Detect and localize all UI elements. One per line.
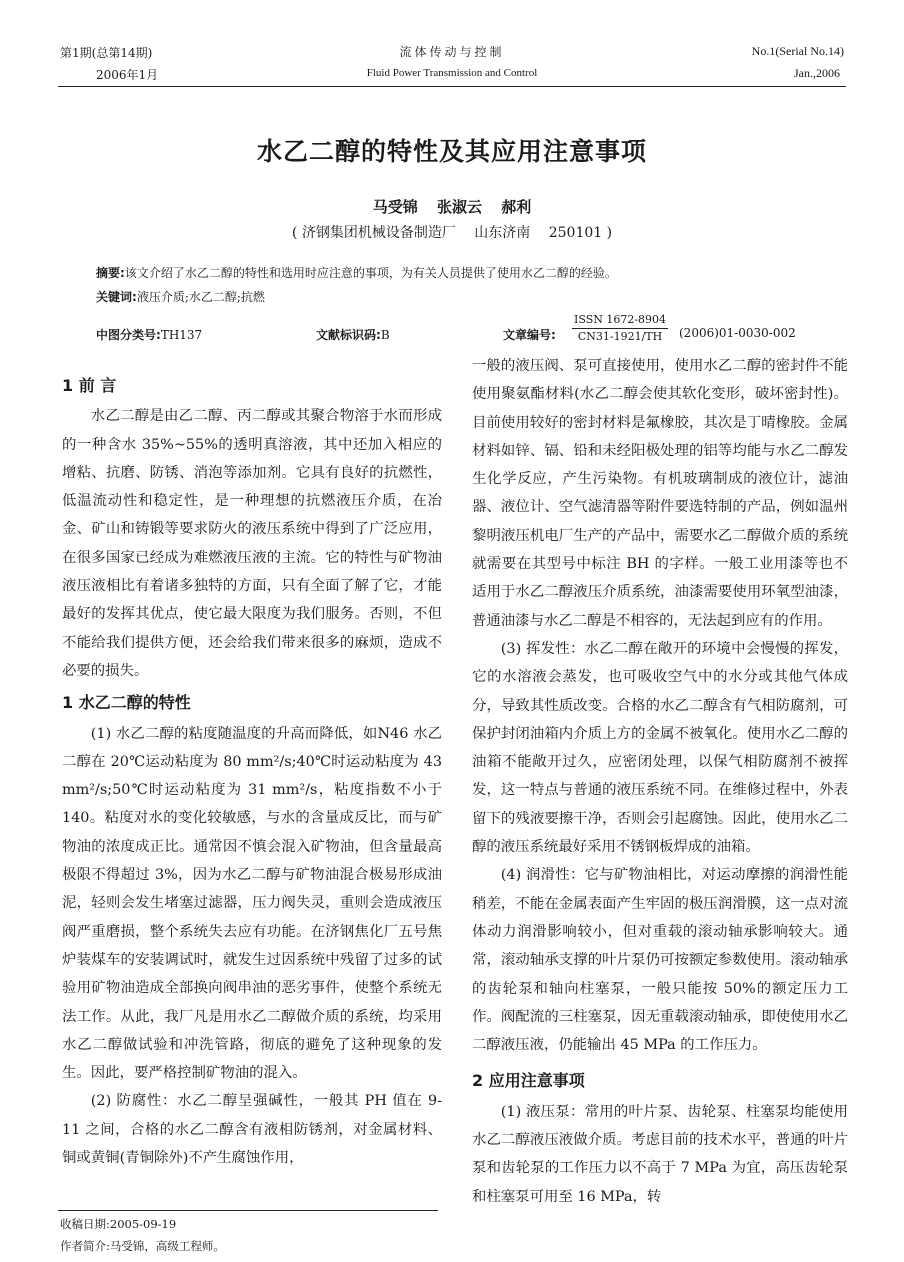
- paragraph: (4) 润滑性：它与矿物油相比，对运动摩擦的润滑性能稍差，不能在金属表面产生牢固的极压润滑膜，这一点对流体动力润滑影响较小，但对重载的滚动轴承影响较大。通常，滚动轴承支撑的叶片泵仍可按额定参数使用。滚动轴承的齿轮泵和轴向柱塞泵，一般只能按 50%的额定压力工作。阀配流的三柱塞泵，因无重载滚动轴承，即使使用水乙二醇液压液，仍能输出 45 MPa 的工作压力。: [472, 867, 848, 1054]
- header-journal-cn: 流体传动与控制: [399, 45, 505, 59]
- paragraph: 一般的液压阀、泵可直接使用，使用水乙二醇的密封件不能使用聚氨酯材料(水乙二醇会使其软化变形，破坏密封性)。目前使用较好的密封材料是氟橡胶，其次是丁晴橡胶。金属材料如锌、镉、铅和未经阳极处理的铝等均能与水乙二醇发生化学反应，产生污染物。有机玻璃制成的液位计，滤油器、液位计、空气滤清器等附件要选特制的产品，例如温州黎明液压机电厂生产的产品中，需要水乙二醇做介质的系统就需要在其型号中标注 BH 的字样。一般工业用漆等也不适用于水乙二醇液压介质系统，油漆需要使用环氧型油漆，普通油漆与水乙二醇是不相容的，无法起到应有的作用。: [472, 358, 848, 629]
- paragraph: 水乙二醇是由乙二醇、丙二醇或其聚合物溶于水而形成的一种含水 35%~55%的透明真溶液，其中还加入相应的增粘、抗磨、防锈、消泡等添加剂。它具有良好的抗燃性，低温流动性和稳定性，是一种理想的抗燃液压介质，在冶金、矿山和铸锻等要求防火的液压系统中得到了广泛应用，在很多国家已经成为难燃液压液的主流。它的特性与矿物油液压液相比有着诸多独特的方面，只有全面了解了它，才能最好的发挥其优点，使它最大限度为我们服务。否则，不但不能给我们提供方便，还会给我们带来很多的麻烦，造成不必要的损失。: [62, 408, 442, 679]
- keywords: [96, 288, 265, 305]
- article-affiliation: ( 济钢集团机械设备制造厂 山东济南 250101 ): [291, 225, 613, 241]
- author-bio: 作者简介:马受锦，高级工程师。: [60, 1239, 225, 1253]
- clc-label: 中图分类号:: [96, 328, 161, 342]
- section-heading-application: 2 应用注意事项: [472, 1071, 585, 1091]
- article-authors: 马受锦 张淑云 郝利: [372, 198, 532, 216]
- cn-number: CN31-1921/TH: [577, 330, 663, 343]
- clc-number: [96, 326, 202, 343]
- keywords-label: 关键词:: [96, 290, 137, 304]
- header-date-en: Jan.,2006: [794, 66, 840, 80]
- article-title: 水乙二醇的特性及其应用注意事项: [256, 137, 647, 166]
- header-rule: [58, 86, 846, 87]
- paragraph: (1) 液压泵：常用的叶片泵、齿轮泵、柱塞泵均能使用水乙二醇液压液做介质。考虑目前的技术水平，普通的叶片泵和齿轮泵的工作压力以不高于 7 MPa 为宜，高压齿轮泵和柱塞泵可用至 16 MPa，转: [472, 1103, 848, 1205]
- abstract-text: 该文介绍了水乙二醇的特性和选用时应注意的事项，为有关人员提供了使用水乙二醇的经验。: [124, 266, 617, 280]
- received-date: 收稿日期:2005-09-19: [60, 1217, 177, 1231]
- abstract-label: 摘要:: [96, 266, 125, 280]
- footnote-rule: [58, 1210, 438, 1211]
- paragraph: (1) 水乙二醇的粘度随温度的升高而降低，如N46 水乙二醇在 20℃运动粘度为 80 mm²/s;40℃时运动粘度为 43 mm²/s;50℃时运动粘度为 31 mm²/s，粘度指数不小于 140。粘度对水的变化较敏感，与水的含量成反比，而与矿物油的浓度成正比。通常因不慎会混入矿物油，但含量最高极限不得超过 3%，因为水乙二醇与矿物油混合极易形成油泥，轻则会发生堵塞过滤器，压力阀失灵，重则会造成液压阀严重磨损，整个系统失去应有功能。在济钢焦化厂五号焦炉装煤车的安装调试时，就发生过因系统中残留了过多的试验用矿物油造成全部换向阀串油的恶劣事件，使整个系统无法工作。从此，我厂凡是用水乙二醇做介质的系统，均采用水乙二醇做试验和冲洗管路，彻底的避免了这种现象的发生。因此，要严格控制矿物油的混入。: [62, 725, 442, 1082]
- issn-cn-fraction: [572, 312, 668, 345]
- paragraph: (3) 挥发性：水乙二醇在敞开的环境中会慢慢的挥发，它的水溶液会蒸发，也可吸收空气中的水分或其他气体成分，导致其性质改变。合格的水乙二醇含有气相防腐剂，可保护封闭油箱内介质上方的金属不被氧化。使用水乙二醇的油箱不能敞开过久，应密闭处理，以保气相防腐剂不被挥发，这一特点与普通的液压系统不同。在维修过程中，外表留下的残液要擦干净，否则会引起腐蚀。因此，使用水乙二醇的液压系统最好采用不锈钢板焊成的油箱。: [472, 640, 848, 856]
- right-column: [472, 352, 848, 1211]
- keywords-text: 液压介质;水乙二醇;抗燃: [136, 290, 265, 304]
- section-heading-intro: 1 前 言: [62, 376, 117, 395]
- left-column: [62, 372, 442, 1172]
- doc-code-value: B: [380, 328, 390, 342]
- section-heading-properties: 1 水乙二醇的特性: [62, 693, 191, 713]
- article-number-label: 文章编号:: [503, 328, 556, 342]
- paragraph: (2) 防腐性：水乙二醇呈强碱性，一般其 PH 值在 9-11 之间，合格的水乙二醇含有液相防锈剂，对金属材料、铜或黄铜(青铜除外)不产生腐蚀作用，: [62, 1093, 442, 1167]
- header-serial: No.1(Serial No.14): [751, 44, 844, 58]
- document-code: [316, 326, 390, 343]
- header-journal-en: Fluid Power Transmission and Control: [366, 67, 538, 79]
- header-date: 2006年1月: [96, 68, 159, 82]
- issn: ISSN 1672-8904: [572, 312, 668, 329]
- abstract: [96, 264, 617, 281]
- header-issue: 第1期(总第14期): [60, 46, 153, 60]
- doc-code-label: 文献标识码:: [316, 328, 381, 342]
- clc-value: TH137: [160, 328, 203, 342]
- article-number: (2006)01-0030-002: [679, 326, 796, 340]
